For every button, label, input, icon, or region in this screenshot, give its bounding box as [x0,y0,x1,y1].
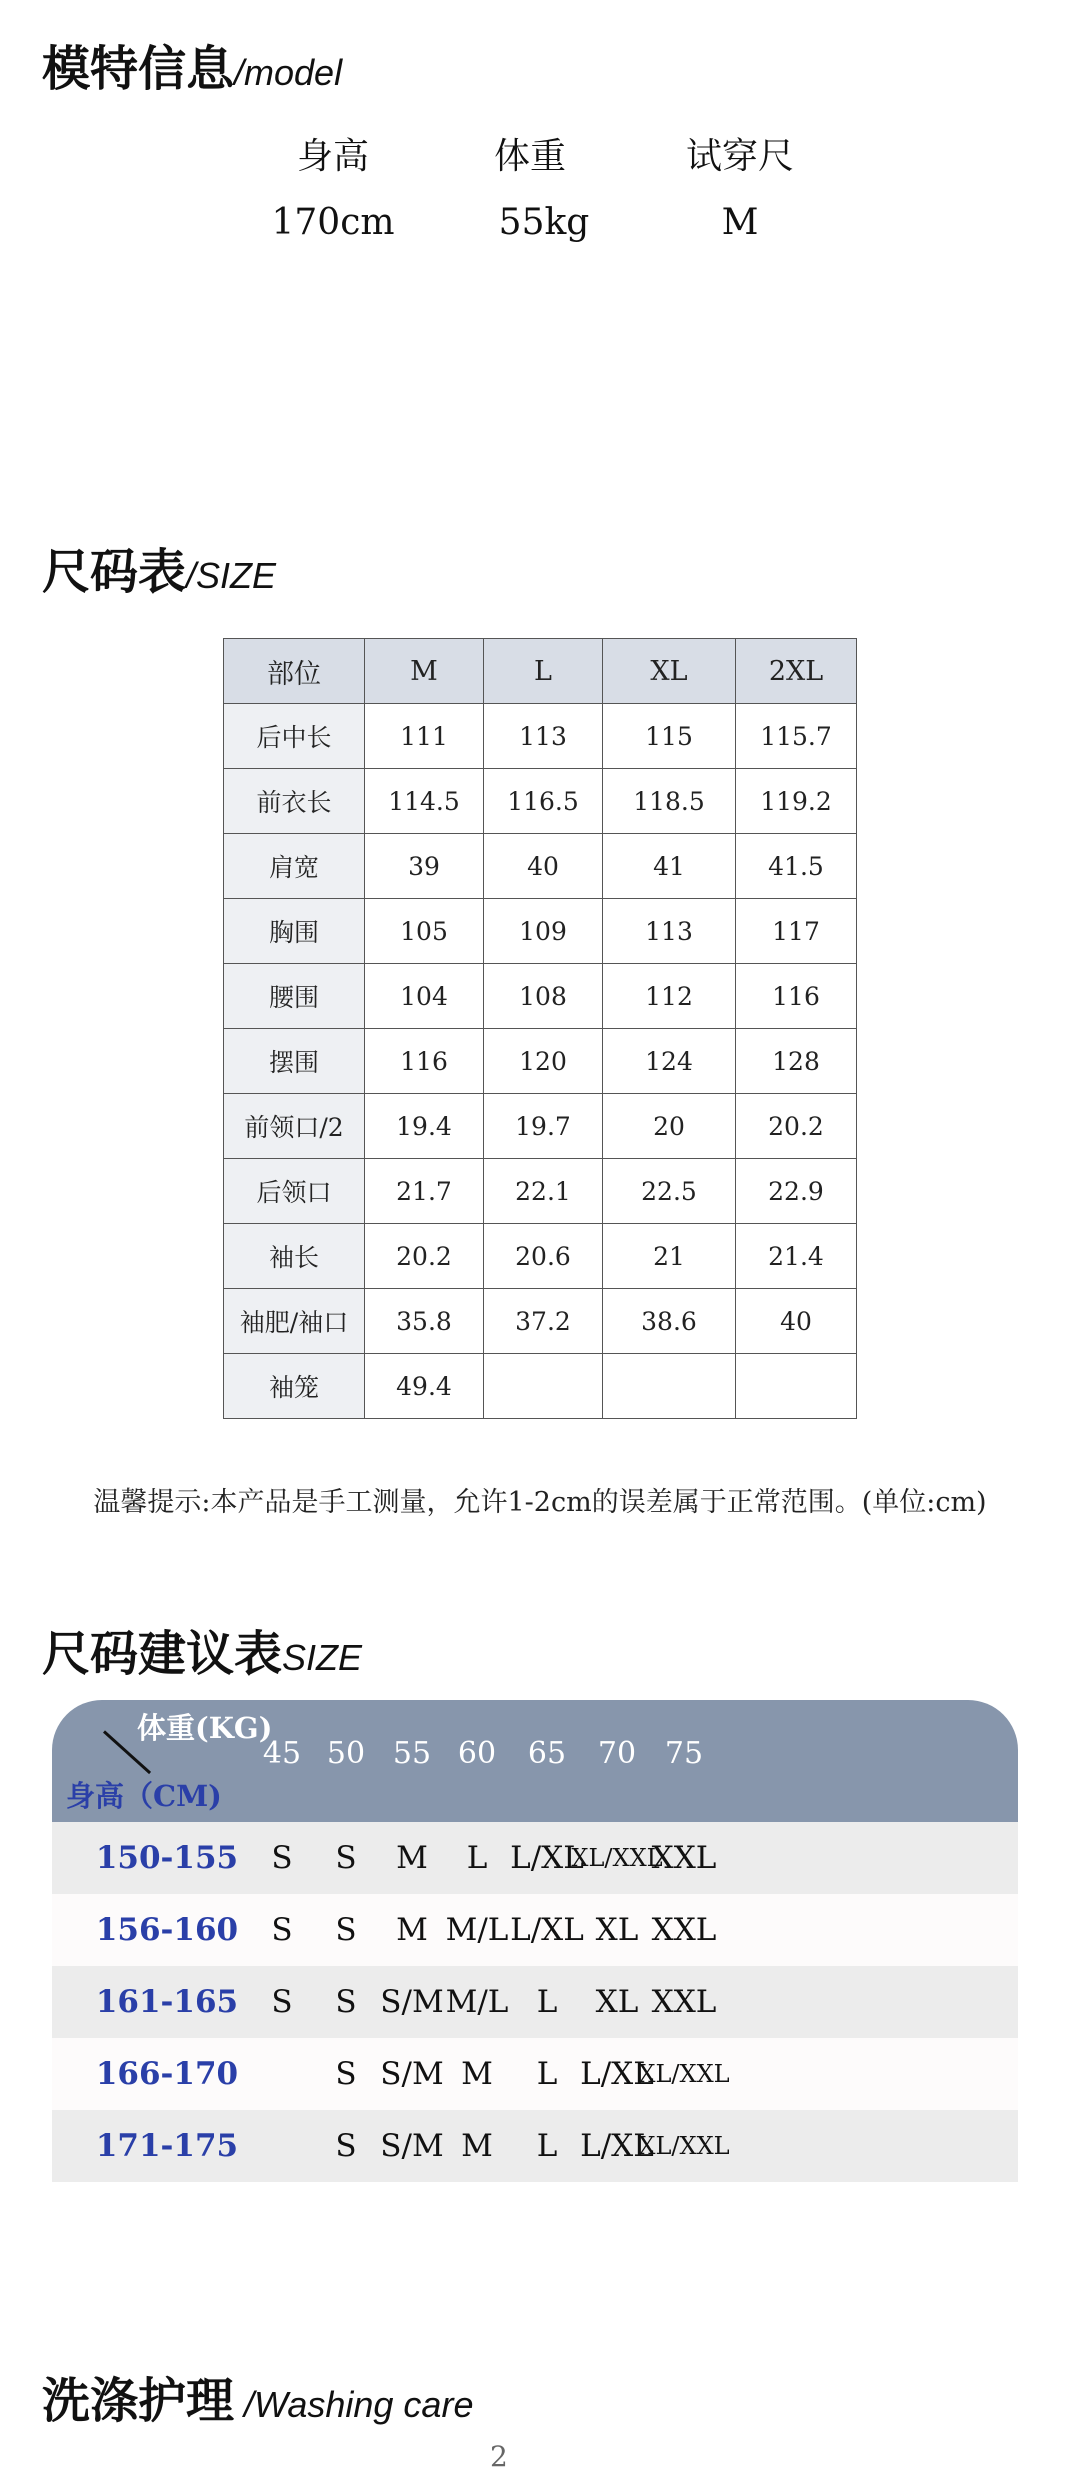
size-row-label: 袖笼 [224,1354,365,1419]
size-cell [484,1354,603,1419]
size-cell: 21 [603,1224,736,1289]
size-cell: 20.6 [484,1224,603,1289]
size-cell: 119.2 [736,769,857,834]
height-axis-label: 身高（CM) [66,1779,222,1813]
size-cell: 105 [365,899,484,964]
size-table-row [224,769,857,834]
recommend-title-cn: 尺码建议表 [42,1626,283,1682]
recommended-size-cell: XXL [651,1984,717,2020]
size-row-label: 后领口 [224,1159,365,1224]
weight-column-header: 70 [597,1736,637,1771]
recommended-size-cell: S/M [380,2056,444,2092]
size-table-row [224,1159,857,1224]
size-table-row [224,1289,857,1354]
height-range-cell: 150-155 [95,1840,239,1876]
size-cell: 22.5 [603,1159,736,1224]
recommended-size-cell: M [461,2056,493,2092]
recommended-size-cell: M/L [445,1912,509,1948]
size-cell: 115 [603,704,736,769]
recommended-size-cell: L/XL [580,2056,654,2092]
size-cell: 109 [484,899,603,964]
height-range-cell: 171-175 [95,2128,239,2164]
washing-section-title [42,2362,473,2431]
size-row-label: 摆围 [224,1029,365,1094]
size-cell: 19.4 [365,1094,484,1159]
size-title-cn: 尺码表 [42,544,187,600]
recommended-size-cell: XL/XXL [571,1844,663,1872]
weight-axis-label: 体重(KG) [137,1711,273,1745]
model-value-height: 170cm [271,202,395,243]
size-row-label: 袖肥/袖口 [224,1289,365,1354]
model-title-cn: 模特信息 [42,41,235,97]
size-cell: 49.4 [365,1354,484,1419]
size-table-row [224,964,857,1029]
size-title-en: /SIZE [186,555,277,596]
size-table-row [224,1094,857,1159]
recommended-size-cell: S [335,1840,357,1876]
size-cell [736,1354,857,1419]
size-table-header-row [224,639,857,704]
model-info-grid [0,128,1080,258]
recommended-size-cell: S/M [380,2128,444,2164]
size-header-2xl: 2XL [736,639,857,704]
size-header-xl: XL [603,639,736,704]
recommended-size-cell: M [396,1840,428,1876]
recommended-size-cell: S/M [380,1984,444,2020]
size-cell: 40 [736,1289,857,1354]
weight-column-header: 75 [664,1736,704,1771]
recommended-size-cell: M [461,2128,493,2164]
size-cell: 124 [603,1029,736,1094]
washing-title-en: /Washing care [234,2384,474,2425]
size-cell: 116 [736,964,857,1029]
recommend-row [52,1966,1018,2038]
model-value-weight: 55kg [498,202,590,243]
size-header-part: 部位 [224,639,365,704]
weight-column-header: 45 [262,1736,302,1771]
size-cell: 20.2 [365,1224,484,1289]
recommended-size-cell: XL/XXL [638,2132,730,2160]
size-cell: 112 [603,964,736,1029]
size-row-label: 腰围 [224,964,365,1029]
model-value-size: M [721,202,759,243]
recommended-size-cell: L [536,1984,558,2020]
size-cell: 22.9 [736,1159,857,1224]
recommended-size-cell: L [536,2128,558,2164]
model-header-weight: 体重 [493,136,567,177]
height-range-cell: 161-165 [95,1984,239,2020]
weight-column-header: 60 [457,1736,497,1771]
recommend-header-row [52,1700,1018,1822]
weight-column-header: 65 [527,1736,567,1771]
recommend-row [52,2038,1018,2110]
recommended-size-cell: L/XL [580,2128,654,2164]
size-cell: 35.8 [365,1289,484,1354]
size-row-label: 前衣长 [224,769,365,834]
size-row-label: 后中长 [224,704,365,769]
recommended-size-cell: S [271,1984,293,2020]
recommended-size-cell: M [396,1912,428,1948]
weight-column-header: 55 [392,1736,432,1771]
size-table-row [224,1029,857,1094]
size-cell [603,1354,736,1419]
measurement-tip: 温馨提示:本产品是手工测量，允许1-2cm的误差属于正常范围。(单位:cm) [93,1487,987,1518]
recommended-size-cell: S [335,2128,357,2164]
recommend-title-en: SIZE [282,1637,363,1678]
recommended-size-cell: L [536,2056,558,2092]
size-header-l: L [484,639,603,704]
size-header-m: M [365,639,484,704]
recommended-size-cell: S [335,1912,357,1948]
model-header-height: 身高 [296,136,370,177]
size-table-row [224,834,857,899]
recommended-size-cell: S [335,2056,357,2092]
size-cell: 113 [484,704,603,769]
size-cell: 120 [484,1029,603,1094]
size-cell: 38.6 [603,1289,736,1354]
size-cell: 113 [603,899,736,964]
recommend-row [52,2110,1018,2182]
model-title-en: /model [234,52,343,93]
recommended-size-cell: L/XL [510,1840,584,1876]
size-cell: 114.5 [365,769,484,834]
size-cell: 21.4 [736,1224,857,1289]
recommended-size-cell: S [271,1912,293,1948]
size-table-row [224,1224,857,1289]
size-cell: 20.2 [736,1094,857,1159]
recommend-section-title [42,1615,362,1684]
size-cell: 115.7 [736,704,857,769]
recommended-size-cell: XL [595,1984,639,2020]
recommended-size-cell: M/L [445,1984,509,2020]
size-row-label: 胸围 [224,899,365,964]
model-header-size: 试穿尺 [685,136,795,177]
size-cell: 128 [736,1029,857,1094]
recommended-size-cell: XL [595,1912,639,1948]
recommended-size-cell: L/XL [510,1912,584,1948]
size-cell: 20 [603,1094,736,1159]
height-range-cell: 166-170 [95,2056,239,2092]
size-section-title [42,533,276,602]
size-cell: 22.1 [484,1159,603,1224]
weight-column-header: 50 [326,1736,366,1771]
size-cell: 37.2 [484,1289,603,1354]
size-table-row [224,704,857,769]
size-cell: 108 [484,964,603,1029]
size-row-label: 肩宽 [224,834,365,899]
recommend-row [52,1822,1018,1894]
size-cell: 39 [365,834,484,899]
size-cell: 118.5 [603,769,736,834]
model-section-title [42,30,342,99]
size-table-row [224,899,857,964]
size-cell: 21.7 [365,1159,484,1224]
recommended-size-cell: XL/XXL [638,2060,730,2088]
size-cell: 40 [484,834,603,899]
recommend-row [52,1894,1018,1966]
size-cell: 41.5 [736,834,857,899]
washing-title-cn: 洗涤护理 [42,2373,235,2429]
height-range-cell: 156-160 [95,1912,239,1948]
size-cell: 111 [365,704,484,769]
recommended-size-cell: S [335,1984,357,2020]
size-cell: 41 [603,834,736,899]
size-chart-table [223,638,857,1419]
size-recommendation-table [52,1700,1018,2182]
size-cell: 116.5 [484,769,603,834]
size-table-row [224,1354,857,1419]
size-cell: 19.7 [484,1094,603,1159]
size-cell: 117 [736,899,857,964]
recommended-size-cell: L [466,1840,488,1876]
recommended-size-cell: XXL [651,1840,717,1876]
size-row-label: 前领口/2 [224,1094,365,1159]
recommended-size-cell: XXL [651,1912,717,1948]
recommended-size-cell: S [271,1840,293,1876]
size-row-label: 袖长 [224,1224,365,1289]
size-cell: 116 [365,1029,484,1094]
page-number: 2 [490,2440,508,2473]
size-cell: 104 [365,964,484,1029]
